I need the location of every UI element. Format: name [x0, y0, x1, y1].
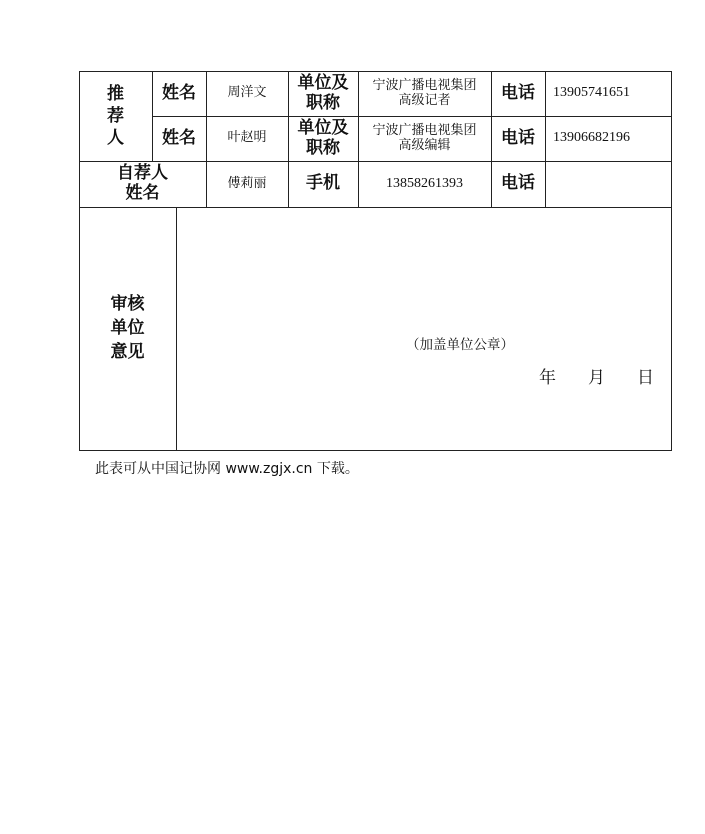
seal-note: （加盖单位公章）: [406, 337, 514, 353]
day-label: 日: [637, 368, 654, 388]
title-label: [288, 116, 358, 161]
recommender-name-text: 叶赵明: [227, 130, 267, 146]
title-label-line1: 单位及: [297, 117, 349, 138]
title-label-line1: 单位及: [297, 72, 349, 93]
phone-label: [491, 161, 545, 207]
self-name-text: 傅莉丽: [227, 175, 267, 191]
year-label: 年: [539, 368, 556, 388]
self-mobile-text: 13858261393: [386, 175, 463, 191]
recommender-name-text: 周洋文: [227, 85, 267, 101]
title-label-line2: 职称: [306, 92, 340, 113]
recommender-org: [358, 116, 491, 161]
mobile-label: [288, 161, 358, 207]
self-label-line1: 自荐人: [117, 163, 168, 184]
self-recommender-name: [206, 161, 288, 207]
recommender-phone-text: 13906682196: [553, 130, 630, 146]
phone-label: [491, 116, 545, 161]
name-label: [152, 116, 206, 161]
recommender-phone: [545, 116, 672, 161]
self-recommender-label: [79, 161, 206, 207]
self-label-line2: 姓名: [125, 183, 160, 203]
name-label-text: 姓名: [162, 82, 196, 103]
download-note: 此表可从中国记协网 www.zgjx.cn 下载。: [95, 461, 359, 477]
org-line1: 宁波广播电视集团: [372, 77, 477, 93]
title-label: [288, 71, 358, 116]
org-line2: 高级记者: [398, 92, 451, 108]
review-label-line2: 单位: [110, 318, 145, 339]
col-divider: [176, 207, 177, 451]
phone-label-text: 电话: [501, 173, 535, 194]
title-label-line2: 职称: [306, 137, 340, 158]
recommender-phone: [545, 71, 672, 116]
recommender-phone-text: 13905741651: [553, 85, 630, 101]
month-label: 月: [588, 368, 605, 388]
mobile-label-text: 手机: [306, 173, 340, 194]
phone-label-text: 电话: [501, 82, 535, 103]
phone-label-text: 电话: [501, 127, 535, 148]
review-label-line1: 审核: [110, 294, 145, 315]
recommender-org: [358, 71, 491, 116]
recommender-label: [79, 71, 152, 161]
self-phone: [545, 161, 672, 207]
recommender-name: [206, 116, 288, 161]
recommender-name: [206, 71, 288, 116]
review-label: [79, 207, 176, 451]
org-line1: 宁波广播电视集团: [372, 122, 477, 138]
name-label-text: 姓名: [162, 127, 196, 148]
review-label-line3: 意见: [110, 341, 145, 362]
phone-label: [491, 71, 545, 116]
name-label: [152, 71, 206, 116]
org-line2: 高级编辑: [398, 137, 451, 153]
recommender-label-text: 推荐人: [107, 83, 124, 149]
self-mobile: [358, 161, 491, 207]
